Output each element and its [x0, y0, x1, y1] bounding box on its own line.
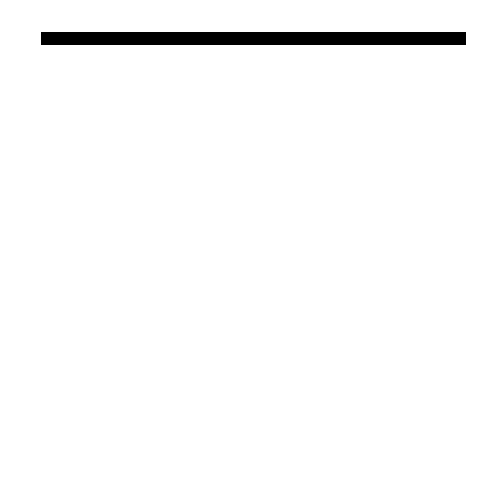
section-header-bar — [41, 32, 466, 45]
code-header — [357, 8, 500, 20]
document-page — [0, 0, 500, 59]
